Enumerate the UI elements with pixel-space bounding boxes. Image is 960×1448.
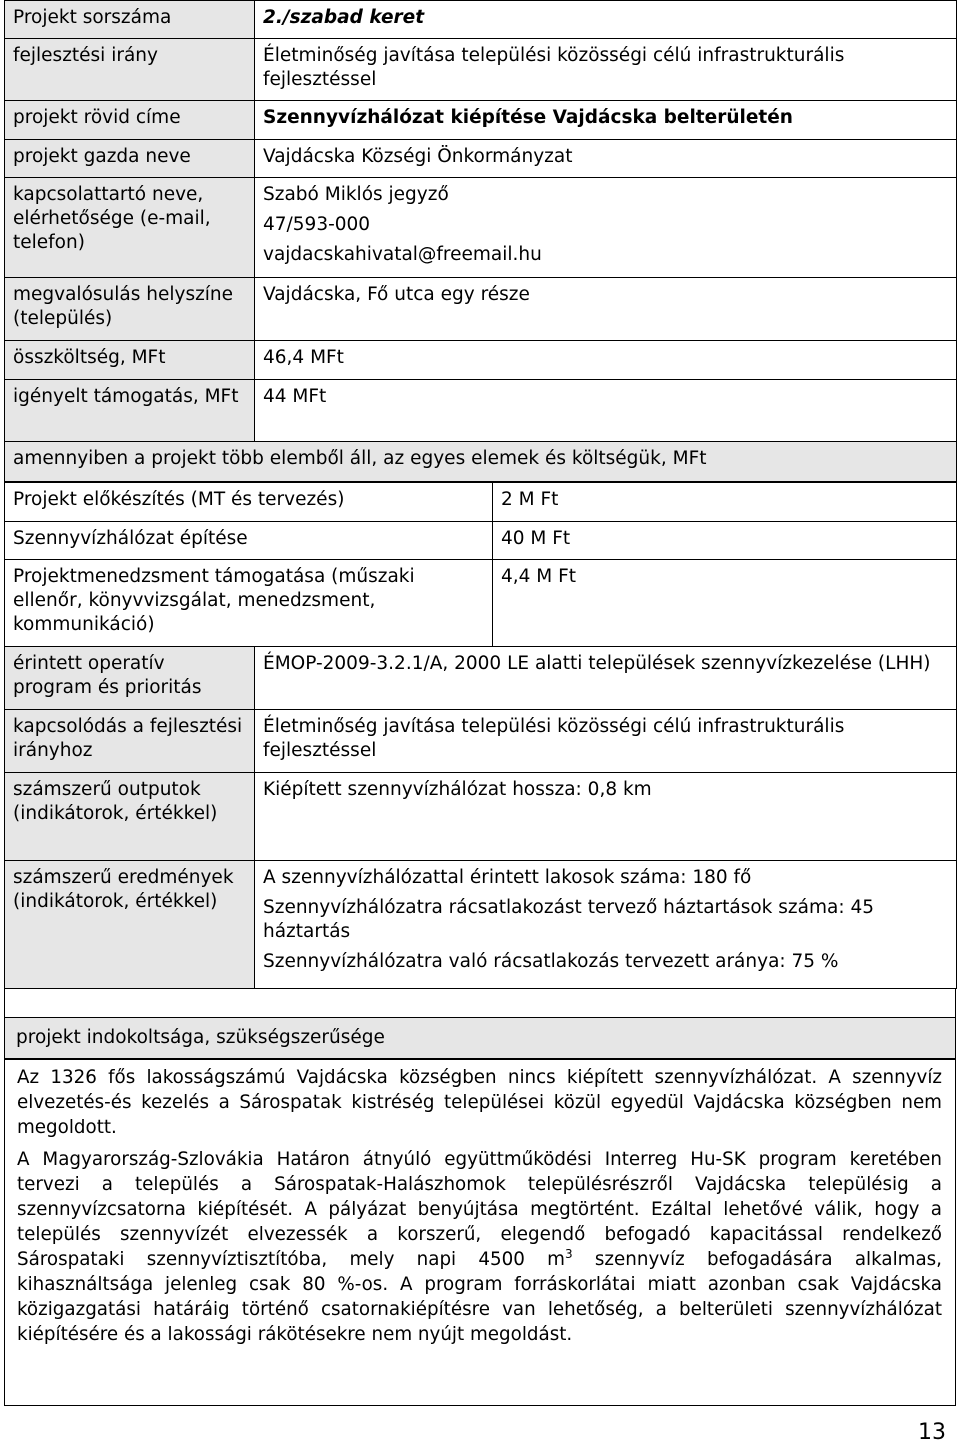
row-helyszin [5, 278, 957, 341]
indokoltsag-paragraph-2 [17, 1147, 942, 1347]
row-kapcsolodas [5, 710, 957, 773]
program-info-table [4, 646, 957, 989]
label-helyszin: megvalósulás helyszíne (település) [5, 278, 255, 341]
element-cost: 40 M Ft [493, 522, 957, 560]
label-irany: fejlesztési irány [5, 39, 255, 101]
label-kapcsolattarto: kapcsolattartó neve, elérhetősége (e-mail, telefon) [5, 178, 255, 278]
row-kapcsolattarto [5, 178, 957, 278]
row-tamogatas [5, 380, 957, 442]
page-number: 13 [918, 1420, 946, 1445]
element-row [5, 522, 957, 560]
contact-phone: 47/593-000 [263, 214, 371, 235]
indokoltsag-body [4, 1059, 956, 1406]
label-sorszam: Projekt sorszáma [5, 1, 255, 39]
p2-part-2: szennyvíz befogadására alkalmas, kihasználtsága jelenleg csak 80 %-os. A program forráskorlátai miatt azonban csak Vajdácska közigazgatási határáig történő csatornakiépítésre van lehetőség, a belterületi szennyvízhálózat kiépítésére és a lakossági rákötésekre nem nyújt megoldást. [17, 1249, 942, 1345]
result-line: A szennyvízhálózattal érintett lakosok száma: 180 fő [263, 867, 752, 888]
project-elements-table [4, 482, 957, 647]
element-row [5, 483, 957, 522]
row-cim [5, 101, 957, 140]
label-gazda: projekt gazda neve [5, 140, 255, 178]
row-eredmenyek [5, 861, 957, 989]
label-operativ: érintett operatív program és prioritás [5, 647, 255, 710]
value-cim: Szennyvízhálózat kiépítése Vajdácska belterületén [255, 101, 957, 140]
contact-name: Szabó Miklós jegyző [263, 184, 449, 205]
value-kapcsolattarto [255, 178, 957, 278]
result-line: Szennyvízhálózatra való rácsatlakozás tervezett aránya: 75 % [263, 951, 839, 972]
label-osszkoltseg: összköltség, MFt [5, 341, 255, 380]
value-osszkoltseg: 46,4 MFt [255, 341, 957, 380]
value-eredmenyek [255, 861, 957, 989]
row-outputok [5, 773, 957, 861]
value-tamogatas: 44 MFt [255, 380, 957, 442]
value-irany: Életminőség javítása települési közösségi célú infrastrukturális fejlesztéssel [255, 39, 957, 101]
row-sorszam [5, 1, 957, 39]
p2-part-1: A Magyarország-Szlovákia Határon átnyúló együttműködési Interreg Hu-SK program keretében tervezi a település a Sárospatak-Halászhomok településrészről Vajdácska településig a szennyvízcsatorna kiépítését. A pályázat benyújtása megtörtént. Ezáltal lehetővé válik, hogy a település szennyvízét elvezessék a korszerű, elegendő befogadó kapacitással rendelkező Sárospataki szennyvíztisztítóba, mely napi 4500 m [17, 1149, 942, 1270]
row-elemek-header [5, 442, 957, 482]
elemek-header: amennyiben a projekt több elemből áll, az egyes elemek és költségük, MFt [5, 442, 957, 482]
value-outputok: Kiépített szennyvízhálózat hossza: 0,8 km [255, 773, 957, 861]
value-kapcsolodas: Életminőség javítása települési közösségi célú infrastrukturális fejlesztéssel [255, 710, 957, 773]
result-line: Szennyvízhálózatra rácsatlakozást tervező háztartások száma: 45 háztartás [263, 897, 874, 942]
label-tamogatas: igényelt támogatás, MFt [5, 380, 255, 442]
label-outputok: számszerű outputok (indikátorok, értékkel) [5, 773, 255, 861]
row-irany [5, 39, 957, 101]
row-osszkoltseg [5, 341, 957, 380]
label-cim: projekt rövid címe [5, 101, 255, 140]
label-eredmenyek: számszerű eredmények (indikátorok, értékkel) [5, 861, 255, 989]
value-helyszin: Vajdácska, Fő utca egy része [255, 278, 957, 341]
row-gazda [5, 140, 957, 178]
cubic-superscript: 3 [565, 1246, 573, 1261]
element-cost: 4,4 M Ft [493, 560, 957, 647]
element-name: Projekt előkészítés (MT és tervezés) [5, 483, 493, 522]
project-info-table [4, 0, 957, 482]
row-operativ [5, 647, 957, 710]
label-kapcsolodas: kapcsolódás a fejlesztési irányhoz [5, 710, 255, 773]
indokoltsag-header: projekt indokoltsága, szükségszerűsége [4, 1017, 956, 1059]
value-gazda: Vajdácska Községi Önkormányzat [255, 140, 957, 178]
value-operativ: ÉMOP-2009-3.2.1/A, 2000 LE alatti települések szennyvízkezelése (LHH) [255, 647, 957, 710]
indokoltsag-paragraph-1: Az 1326 fős lakosságszámú Vajdácska községben nincs kiépített szennyvízhálózat. A szennyvíz elvezetés-és kezelés a Sárospatak kistréség települései közül egyedül Vajdácska községben nem megoldott. [17, 1067, 942, 1138]
contact-email: vajdacskahivatal@freemail.hu [263, 244, 542, 265]
value-sorszam: 2./szabad keret [255, 1, 957, 39]
element-name: Szennyvízhálózat építése [5, 522, 493, 560]
element-cost: 2 M Ft [493, 483, 957, 522]
element-name: Projektmenedzsment támogatása (műszaki ellenőr, könyvvizsgálat, menedzsment, kommunikáció) [5, 560, 493, 647]
element-row [5, 560, 957, 647]
